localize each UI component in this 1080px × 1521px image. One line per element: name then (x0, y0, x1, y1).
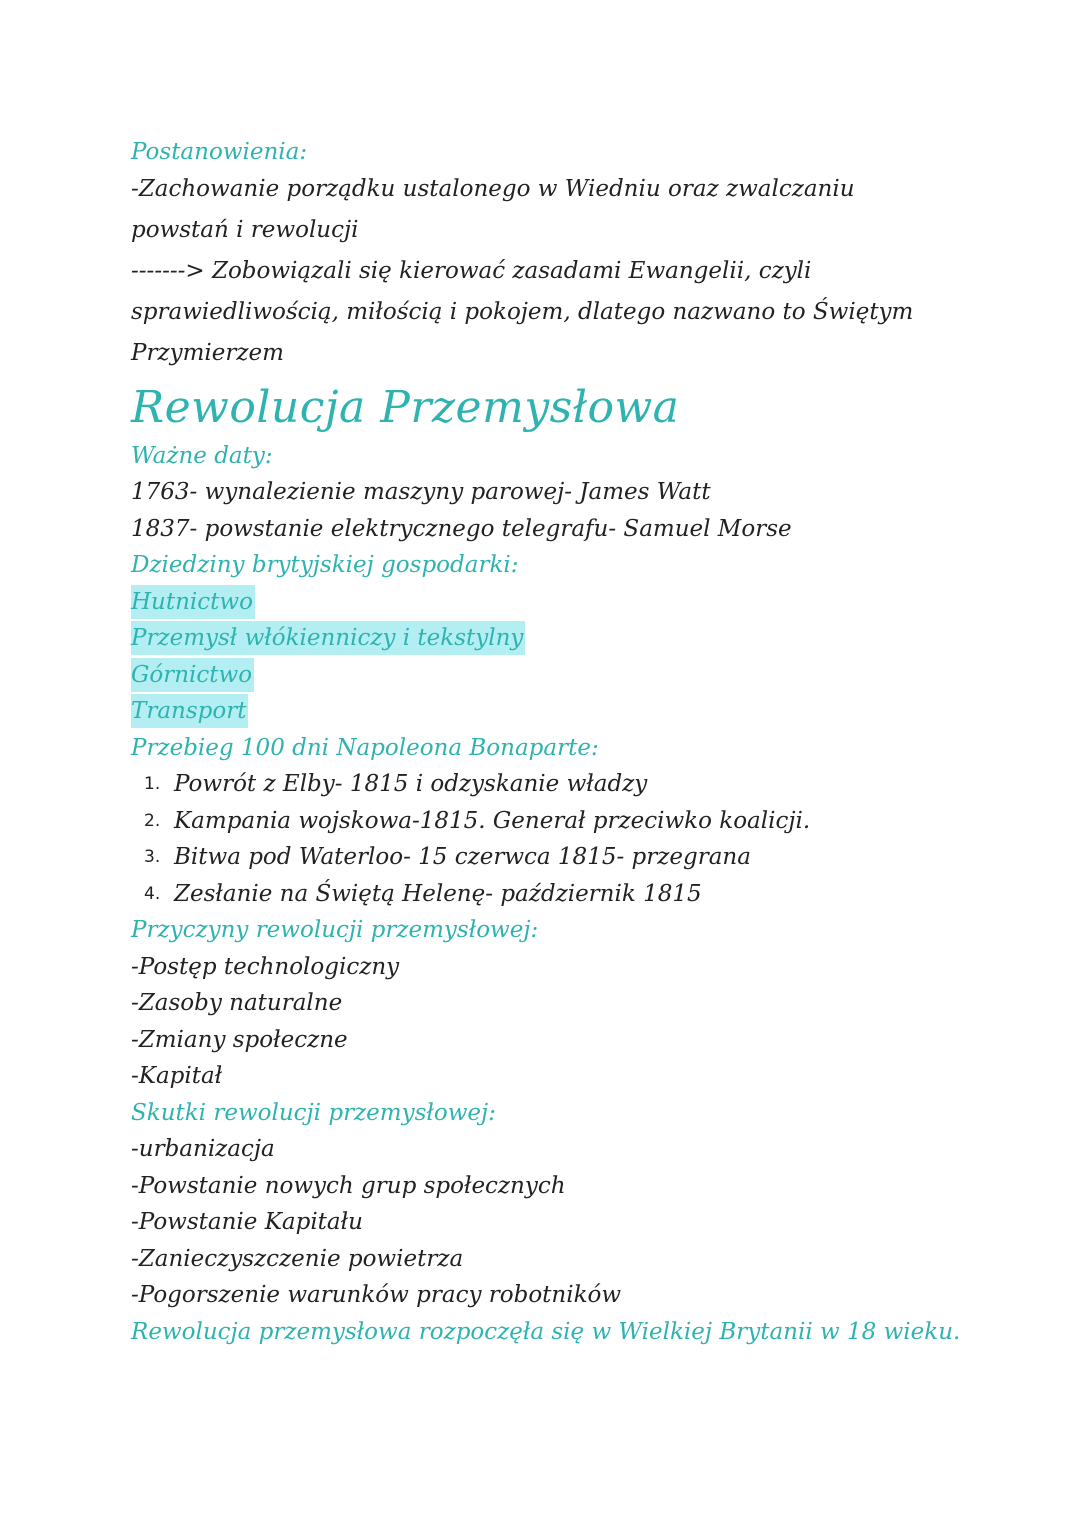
section-title: Rewolucja Przemysłowa (131, 381, 680, 433)
przebieg-item-text: Zesłanie na Świętą Helenę- październik 1815 (174, 880, 702, 907)
skutki-item: -Powstanie nowych grup społecznych (131, 1172, 566, 1199)
przebieg-item-text: Bitwa pod Waterloo- 15 czerwca 1815- przegrana (174, 844, 751, 870)
dziedziny-item (131, 620, 961, 657)
skutki-heading: Skutki rewolucji przemysłowej: (131, 1099, 496, 1126)
przebieg-item (131, 839, 961, 876)
przyczyny-item: -Postęp technologiczny (131, 953, 400, 980)
przebieg-heading: Przebieg 100 dni Napoleona Bonaparte: (131, 734, 599, 761)
postanowienia-text-2: -------> Zobowiązali się kierować zasadami Ewangelii, czyli sprawiedliwością, miłością i pokojem, dlatego nazwano to Świętym Przymierzem (131, 257, 914, 366)
przyczyny-item: -Kapitał (131, 1063, 223, 1089)
list-number: 4. (144, 883, 161, 904)
skutki-item: -Pogorszenie warunków pracy robotników (131, 1282, 622, 1308)
dziedziny-item-label: Górnictwo (131, 658, 254, 692)
list-number: 3. (144, 847, 161, 867)
przyczyny-item: -Zmiany społeczne (131, 1026, 348, 1053)
przebieg-item (131, 766, 961, 803)
wazne-daty-heading: Ważne daty: (131, 442, 273, 469)
list-number: 2. (144, 810, 161, 831)
list-number: 1. (144, 774, 161, 794)
summary-text: Rewolucja przemysłowa rozpoczęła się w Wielkiej Brytanii w 18 wieku. (131, 1318, 961, 1345)
przebieg-item (131, 876, 961, 913)
dziedziny-item (131, 584, 961, 621)
document-page (131, 134, 961, 1350)
postanowienia-heading: Postanowienia: (131, 139, 308, 165)
skutki-item: -Powstanie Kapitału (131, 1209, 363, 1235)
przebieg-item-text: Powrót z Elby- 1815 i odzyskanie władzy (174, 771, 648, 797)
skutki-item: -Zanieczyszczenie powietrza (131, 1245, 464, 1272)
przebieg-item-text: Kampania wojskowa-1815. Generał przeciwko koalicji. (174, 807, 811, 834)
skutki-item: -urbanizacja (131, 1136, 275, 1162)
dziedziny-item (131, 693, 961, 730)
przebieg-list (131, 766, 961, 912)
dziedziny-item (131, 657, 961, 694)
przebieg-item (131, 803, 961, 840)
przyczyny-heading: Przyczyny rewolucji przemysłowej: (131, 917, 539, 943)
przyczyny-item: -Zasoby naturalne (131, 990, 343, 1016)
dziedziny-item-label: Przemysł włókienniczy i tekstylny (131, 621, 525, 655)
wazne-daty-item: 1763- wynalezienie maszyny parowej- James Watt (131, 479, 711, 505)
dziedziny-heading: Dziedziny brytyjskiej gospodarki: (131, 552, 519, 578)
postanowienia-text-1: -Zachowanie porządku ustalonego w Wiedniu oraz zwalczaniu powstań i rewolucji (131, 175, 855, 243)
dziedziny-item-label: Hutnictwo (131, 585, 255, 619)
dziedziny-item-label: Transport (131, 694, 248, 728)
wazne-daty-item: 1837- powstanie elektrycznego telegrafu- Samuel Morse (131, 515, 792, 542)
